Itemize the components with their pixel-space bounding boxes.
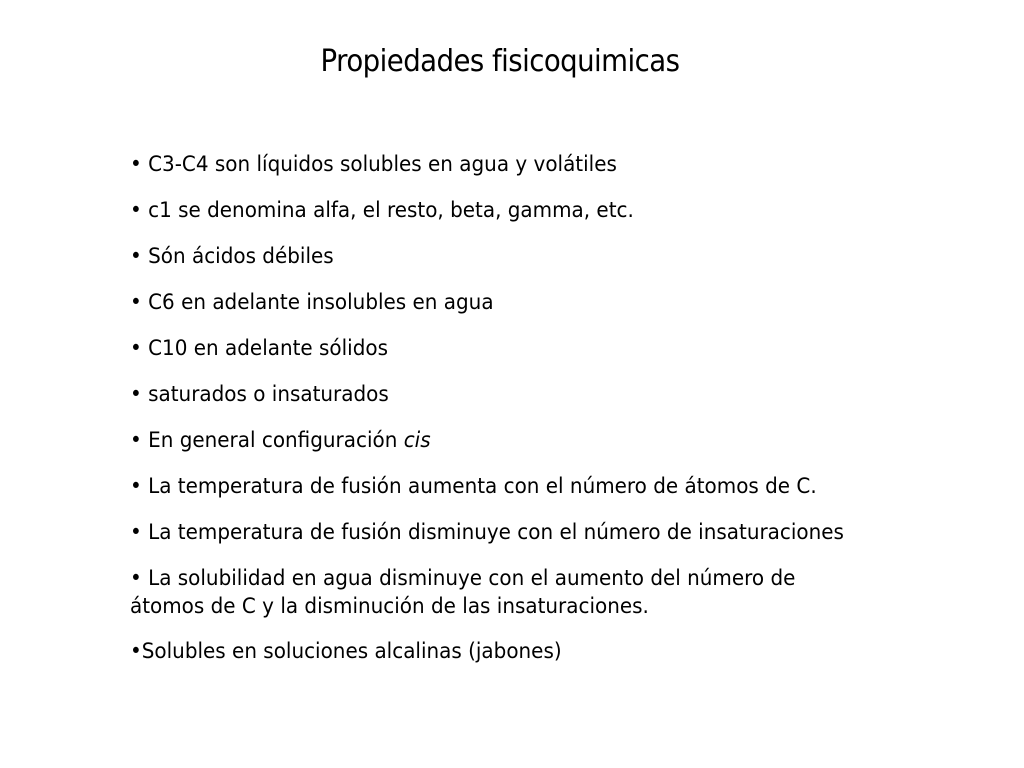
bullet-item-2: • c1 se denomina alfa, el resto, beta, gamma, etc.: [130, 198, 634, 222]
bullet-item-6: • saturados o insaturados: [130, 382, 389, 406]
bullet-item-7: [130, 426, 852, 454]
bullet-item-3: • Són ácidos débiles: [130, 244, 334, 268]
bullet-item-5: • C10 en adelante sólidos: [130, 336, 388, 360]
bullet-item-11: •Solubles en soluciones alcalinas (jabones): [130, 639, 562, 663]
bullet-item-9: • La temperatura de fusión disminuye con el número de insaturaciones: [130, 520, 844, 544]
bullet-item-10: • La solubilidad en agua disminuye con el aumento del número de átomos de C y la disminución de las insaturaciones.: [130, 566, 796, 618]
bullet-item-4: • C6 en adelante insolubles en agua: [130, 290, 494, 314]
bullet-item-8: • La temperatura de fusión aumenta con el número de átomos de C.: [130, 474, 817, 498]
bullet-item-7-text: • En general configuración: [130, 428, 404, 452]
bullet-list: [130, 150, 890, 683]
bullet-item-1: • C3-C4 son líquidos solubles en agua y volátiles: [130, 152, 617, 176]
slide-title: Propiedades fisicoquimicas: [320, 44, 680, 79]
bullet-item-7-italic: cis: [403, 428, 431, 452]
